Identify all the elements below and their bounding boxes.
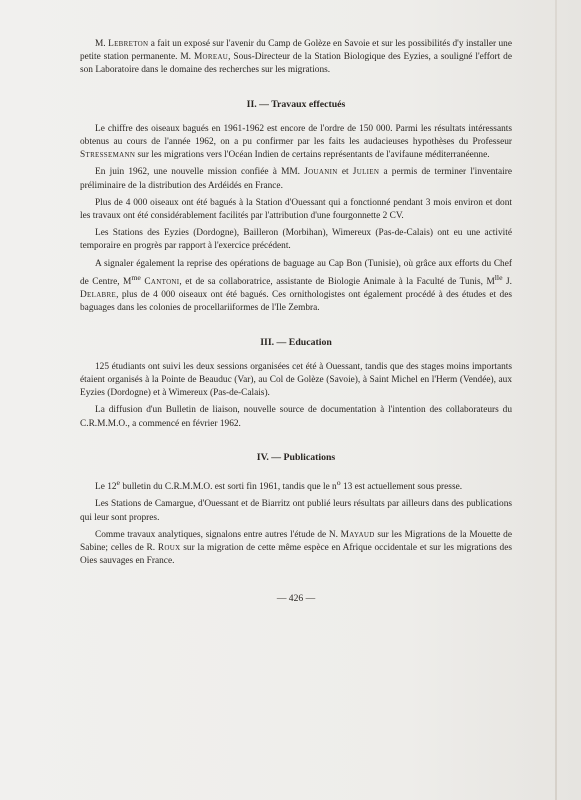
superscript: e xyxy=(116,477,121,487)
text: , plus de 4 000 oiseaux ont été bagués. Ces ornithologistes ont également procédé à des études et des baguages dans les colonies de procellariiformes de l'Ile Zembra. xyxy=(80,290,512,314)
person-name: Roux xyxy=(157,542,181,553)
paragraph xyxy=(80,476,512,494)
person-name: Lebreton xyxy=(108,39,149,49)
superscript: lle xyxy=(494,272,503,282)
text: En juin 1962, une nouvelle mission confiée à MM. xyxy=(95,167,305,178)
superscript: me xyxy=(131,272,141,282)
text: , Sous-Directeur de la Station Biologique des Eyzies, a souligné l'effort de son Laboratoire dans le domaine des recherches sur les migrations. xyxy=(80,52,512,76)
section-title-publications: IV. — Publications xyxy=(256,451,336,463)
intro-paragraph xyxy=(80,38,512,78)
person-name: Stressemann xyxy=(80,150,136,161)
paragraph xyxy=(80,529,512,569)
text: A signaler également la reprise des opérations de baguage au Cap Bon (Tunisie), où grâce aux efforts du Chef de Centre, M xyxy=(80,258,512,287)
paragraph xyxy=(80,166,512,192)
text: 13 est actuellement sous presse. xyxy=(340,482,463,493)
text: sur la migration de cette même espèce en Afrique occidentale et sur les migrations des Oies sauvages en France. xyxy=(80,542,513,567)
paragraph: Les Stations de Camargue, d'Ouessant et de Biarritz ont publié leurs résultats par ailleurs dans des publications qui leur sont propres. xyxy=(80,499,512,523)
person-name: Cantoni xyxy=(144,276,180,287)
person-name: Mayaud xyxy=(340,529,375,540)
paragraph: La diffusion d'un Bulletin de liaison, nouvelle source de documentation à l'intention des collaborateurs du C.R.M.M.O., a commencé en février 1962. xyxy=(80,405,512,429)
person-name: Jouanin xyxy=(304,167,338,178)
page-content xyxy=(80,38,512,606)
paragraph: Plus de 4 000 oiseaux ont été bagués à la Station d'Ouessant qui a fonctionné pendant 3 mois environ et dont les travaux ont été considérablement facilités par l'attribution d'une fourgonnette 2 CV. xyxy=(80,197,512,222)
text: a fait un exposé sur l'avenir du Camp de Golèze en Savoie et sur les possibilités d'y installer une petite station permanente. M. xyxy=(80,39,513,63)
paragraph xyxy=(80,123,512,163)
superscript: o xyxy=(336,477,341,487)
text: a permis de terminer l'inventaire préliminaire de la distribution des Ardéidés en France. xyxy=(80,167,512,191)
paragraph: Les Stations des Eyzies (Dordogne), Bailleron (Morbihan), Wimereux (Pas-de-Calais) ont eu une activité temporaire en progrès par rapport à l'exercice précédent. xyxy=(80,228,512,252)
text: sur les Migrations de la Mouette de Sabine; celles de R. xyxy=(80,529,512,553)
text: Le 12 xyxy=(95,482,117,493)
text: Le chiffre des oiseaux bagués en 1961-1962 est encore de l'ordre de 150 000. Parmi les résultats intéressants obtenus au cours de l'année 1962, on a pu confirmer par les faits les audacieuses hypothèses du Professeur xyxy=(80,123,512,148)
text: , et de sa collaboratrice, assistante de Biologie Animale à la Faculté de Tunis, M xyxy=(179,276,495,287)
text: sur les migrations vers l'Océan Indien de certains représentants de l'avifaune méditerranéenne. xyxy=(135,150,490,161)
person-name: Julien xyxy=(352,167,380,178)
page-number: — 426 — xyxy=(276,593,316,605)
text: Comme travaux analytiques, signalons entre autres l'étude de N. xyxy=(95,529,341,540)
paragraph xyxy=(80,258,512,316)
text: bulletin du C.R.M.M.O. est sorti fin 1961, tandis que le n xyxy=(120,482,337,493)
person-name: Delabre xyxy=(80,290,117,301)
text: M. xyxy=(95,39,109,49)
text: et xyxy=(337,167,353,178)
text: J. xyxy=(502,276,513,287)
paper-edge xyxy=(555,0,557,800)
section-title-travaux: II. — Travaux effectués xyxy=(246,98,346,110)
paragraph: 125 étudiants ont suivi les deux sessions organisées cet été à Ouessant, tandis que des stages moins importants étaient organisés à la Pointe de Beauduc (Var), au Col de Golèze (Savoie), à Saint Michel en l'Herm (Vendée), aux Eyzies (Dordogne) et à Wimereux (Pas-de-Calais). xyxy=(80,361,512,399)
section-title-education: III. — Education xyxy=(260,336,332,348)
person-name: Moreau xyxy=(193,52,229,63)
